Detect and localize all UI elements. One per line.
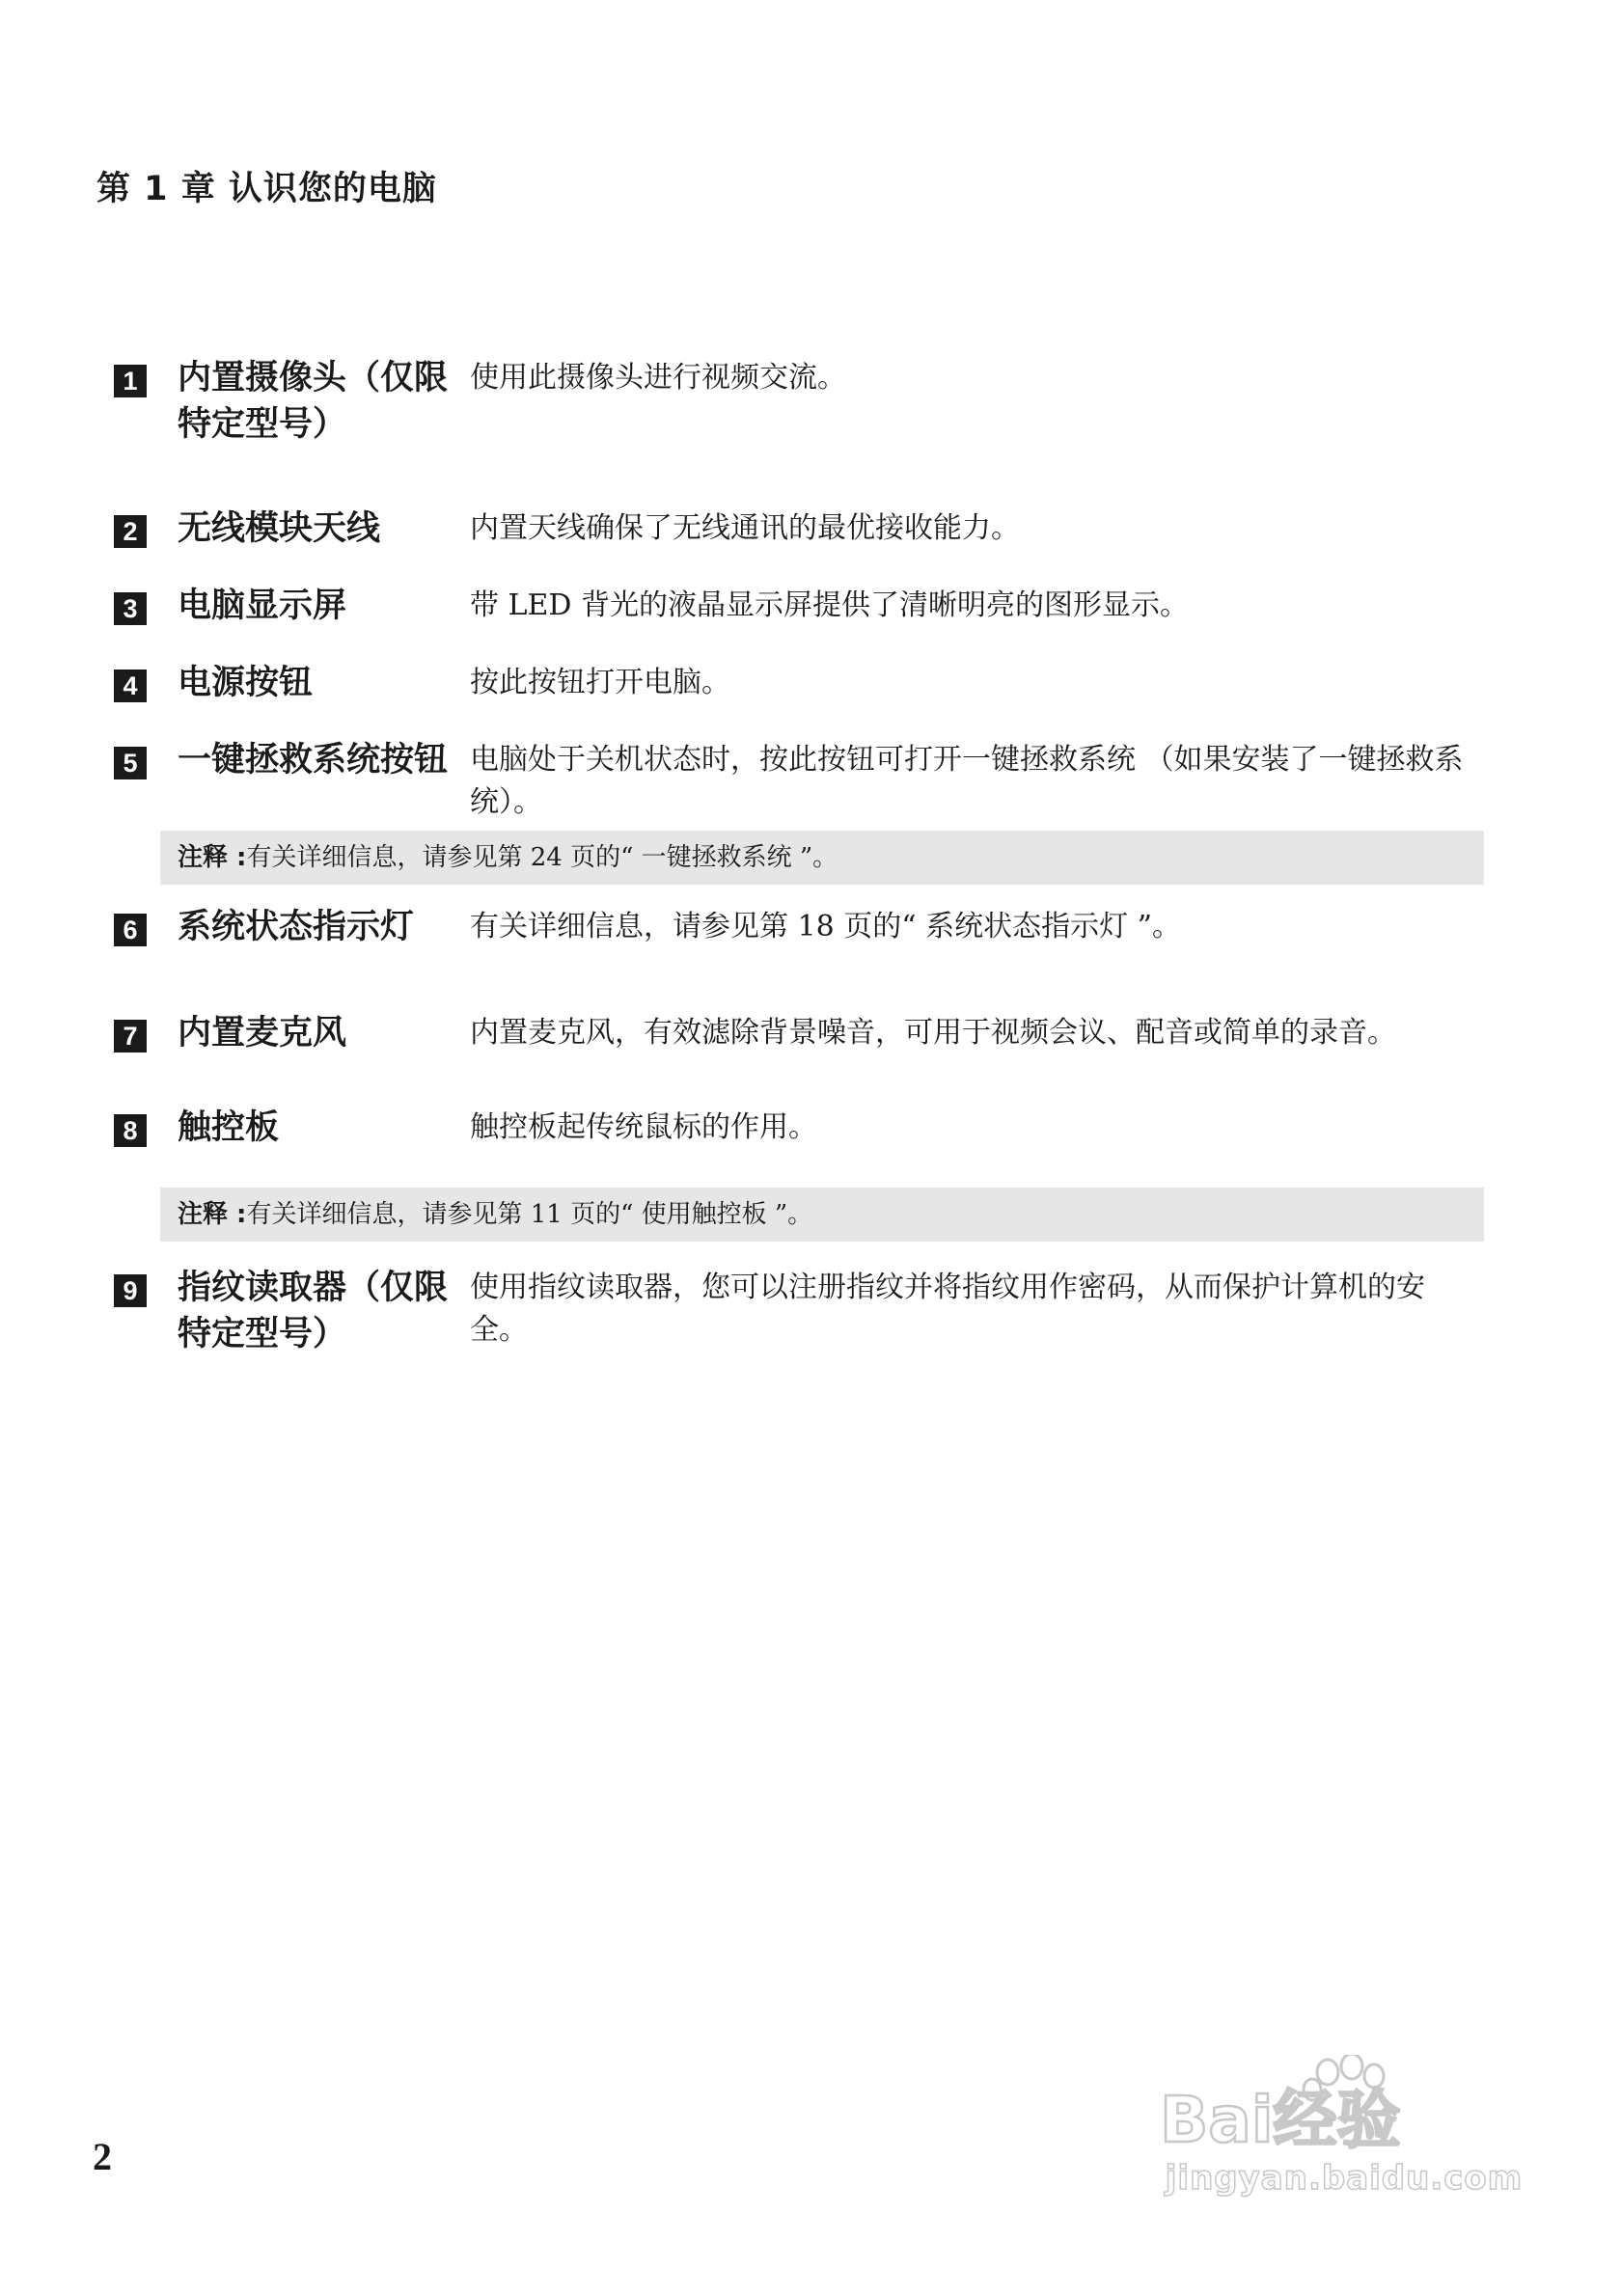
item-description: 使用此摄像头进行视频交流。 bbox=[470, 361, 846, 395]
list-item bbox=[114, 583, 1484, 660]
item-term: 电源按钮 bbox=[178, 664, 314, 702]
item-term: 一键拯救系统按钮 bbox=[178, 741, 449, 779]
item-term: 系统状态指示灯 bbox=[178, 908, 415, 946]
list-item bbox=[114, 1265, 1484, 1415]
note-label: 注释 : bbox=[178, 1200, 247, 1229]
note-text: 有关详细信息，请参见第 11 页的“ 使用触控板 ”。 bbox=[246, 1200, 813, 1229]
item-description: 触控板起传统鼠标的作用。 bbox=[470, 1110, 817, 1144]
note-text: 有关详细信息，请参见第 24 页的“ 一键拯救系统 ”。 bbox=[246, 843, 838, 872]
list-item bbox=[114, 355, 1484, 506]
note-box bbox=[160, 1188, 1484, 1242]
list-item bbox=[114, 506, 1484, 583]
item-description: 内置麦克风，有效滤除背景噪音，可用于视频会议、配音或简单的录音。 bbox=[470, 1016, 1396, 1050]
note-label: 注释 : bbox=[178, 843, 247, 872]
list-item bbox=[114, 660, 1484, 737]
page-number: 2 bbox=[93, 2135, 112, 2178]
item-number-badge: 5 bbox=[114, 747, 147, 779]
list-item bbox=[114, 1010, 1484, 1105]
list-item bbox=[114, 904, 1484, 1010]
item-term: 触控板 bbox=[178, 1108, 280, 1147]
item-number-badge: 1 bbox=[114, 365, 147, 397]
baidu-jingyan-watermark bbox=[1156, 2055, 1542, 2209]
item-description: 有关详细信息，请参见第 18 页的“ 系统状态指示灯 ”。 bbox=[470, 910, 1181, 943]
item-term: 指纹读取器（仅限特定型号） bbox=[178, 1269, 449, 1353]
component-list bbox=[114, 355, 1484, 1415]
list-item bbox=[114, 1105, 1484, 1176]
item-term: 无线模块天线 bbox=[178, 509, 381, 548]
chapter-title: 第 1 章 认识您的电脑 bbox=[96, 170, 437, 208]
item-term: 内置麦克风 bbox=[178, 1014, 347, 1052]
note-box bbox=[160, 831, 1484, 885]
baidu-paw-logo-icon bbox=[1156, 2055, 1542, 2161]
watermark-brand-text: Bai经验 bbox=[1160, 2083, 1401, 2157]
list-item bbox=[114, 737, 1484, 831]
item-description: 带 LED 背光的液晶显示屏提供了清晰明亮的图形显示。 bbox=[470, 588, 1189, 622]
item-term: 内置摄像头（仅限特定型号） bbox=[178, 359, 449, 444]
item-number-badge: 9 bbox=[114, 1274, 147, 1307]
item-number-badge: 4 bbox=[114, 670, 147, 702]
item-description: 按此按钮打开电脑。 bbox=[470, 666, 730, 699]
item-number-badge: 6 bbox=[114, 914, 147, 946]
item-number-badge: 2 bbox=[114, 515, 147, 548]
item-number-badge: 8 bbox=[114, 1114, 147, 1147]
item-description: 电脑处于关机状态时，按此按钮可打开一键拯救系统 （如果安装了一键拯救系统）。 bbox=[470, 743, 1464, 819]
item-number-badge: 3 bbox=[114, 592, 147, 625]
item-description: 内置天线确保了无线通讯的最优接收能力。 bbox=[470, 511, 1020, 545]
item-term: 电脑显示屏 bbox=[178, 587, 347, 625]
item-description: 使用指纹读取器，您可以注册指纹并将指纹用作密码，从而保护计算机的安全。 bbox=[470, 1271, 1425, 1347]
watermark-url: jingyan.baidu.com bbox=[1165, 2159, 1524, 2198]
item-number-badge: 7 bbox=[114, 1020, 147, 1052]
